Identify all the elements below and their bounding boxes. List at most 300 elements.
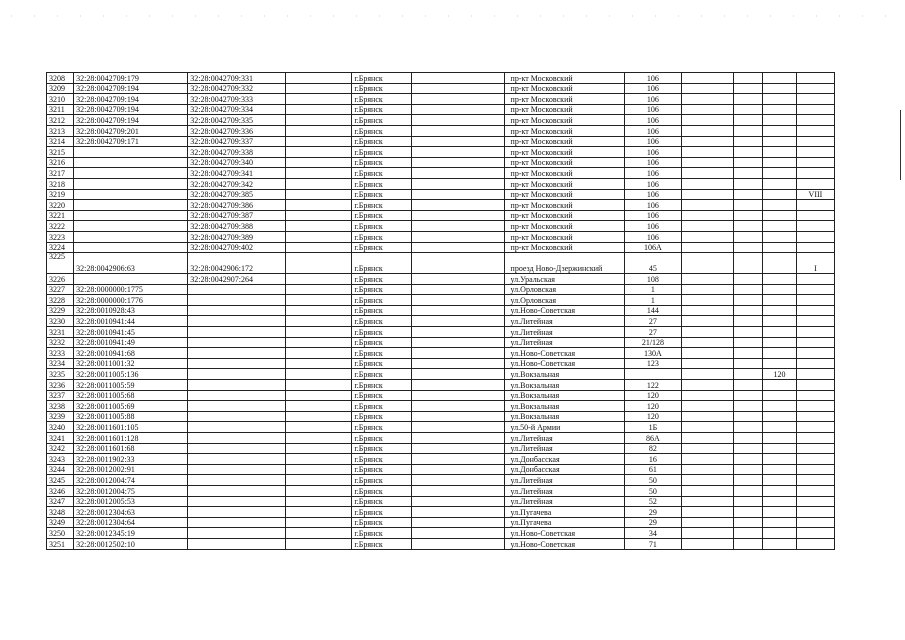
cell-room-number	[796, 517, 834, 528]
cell-street: ул.Донбасская	[504, 454, 625, 465]
cell-empty	[286, 433, 352, 444]
cell-row-number: 3230	[47, 316, 74, 327]
cell-empty	[681, 274, 733, 285]
cell-house-number: 27	[625, 327, 682, 338]
cell-object-cadastral-number	[188, 369, 286, 380]
cell-street: ул.Ново-Советская	[504, 538, 625, 549]
cell-empty	[681, 316, 733, 327]
cell-empty	[681, 528, 733, 539]
cell-empty	[412, 496, 504, 507]
cell-flat-number	[763, 274, 797, 285]
cell-row-number: 3231	[47, 327, 74, 338]
cell-flat-number	[763, 284, 797, 295]
cell-empty	[412, 104, 504, 115]
cell-city: г.Брянск	[352, 316, 412, 327]
cell-parcel-cadastral-number	[74, 274, 188, 285]
cell-street: ул.Пугачева	[504, 517, 625, 528]
table-row	[47, 401, 835, 412]
cell-empty	[681, 295, 733, 306]
cell-empty	[733, 348, 762, 359]
cell-parcel-cadastral-number	[74, 157, 188, 168]
cell-street: ул.Пугачева	[504, 507, 625, 518]
table-row	[47, 358, 835, 369]
cell-empty	[286, 517, 352, 528]
cell-room-number	[796, 104, 834, 115]
cell-row-number: 3236	[47, 380, 74, 391]
cell-row-number: 3241	[47, 433, 74, 444]
cell-city: г.Брянск	[352, 305, 412, 316]
table-row	[47, 411, 835, 422]
cell-parcel-cadastral-number: 32:28:0010941:45	[74, 327, 188, 338]
cell-room-number	[796, 337, 834, 348]
cell-house-number: 106	[625, 125, 682, 136]
cell-house-number: 106	[625, 231, 682, 242]
cell-city: г.Брянск	[352, 358, 412, 369]
cell-empty	[286, 157, 352, 168]
cell-flat-number	[763, 242, 797, 253]
cell-row-number: 3222	[47, 221, 74, 232]
cell-flat-number	[763, 358, 797, 369]
cell-street: пр-кт Московский	[504, 104, 625, 115]
table-row	[47, 295, 835, 306]
cell-city: г.Брянск	[352, 507, 412, 518]
cell-empty	[286, 464, 352, 475]
cell-empty	[286, 305, 352, 316]
cell-city: г.Брянск	[352, 433, 412, 444]
cell-row-number: 3220	[47, 200, 74, 211]
cell-empty	[412, 454, 504, 465]
cell-city: г.Брянск	[352, 528, 412, 539]
cell-empty	[733, 507, 762, 518]
table-row	[47, 210, 835, 221]
cell-flat-number	[763, 348, 797, 359]
cell-object-cadastral-number	[188, 507, 286, 518]
cell-object-cadastral-number	[188, 528, 286, 539]
cell-empty	[733, 94, 762, 105]
cell-street: ул.Вокзальная	[504, 390, 625, 401]
cell-object-cadastral-number	[188, 454, 286, 465]
cell-row-number: 3224	[47, 242, 74, 253]
cell-street: пр-кт Московский	[504, 94, 625, 105]
cell-street: ул.Вокзальная	[504, 401, 625, 412]
cell-parcel-cadastral-number	[74, 242, 188, 253]
cell-city: г.Брянск	[352, 210, 412, 221]
table-row	[47, 115, 835, 126]
cell-house-number: 106	[625, 83, 682, 94]
cell-empty	[286, 316, 352, 327]
cell-empty	[412, 200, 504, 211]
cell-parcel-cadastral-number: 32:28:0011005:69	[74, 401, 188, 412]
cell-empty	[681, 231, 733, 242]
cell-street: пр-кт Московский	[504, 136, 625, 147]
cell-parcel-cadastral-number: 32:28:0012304:64	[74, 517, 188, 528]
cell-object-cadastral-number	[188, 433, 286, 444]
cell-room-number	[796, 433, 834, 444]
cell-empty	[681, 221, 733, 232]
cell-flat-number	[763, 157, 797, 168]
cell-flat-number	[763, 73, 797, 84]
table-row	[47, 189, 835, 200]
cell-house-number: 106	[625, 178, 682, 189]
cell-empty	[286, 380, 352, 391]
cell-empty	[733, 168, 762, 179]
cell-street: ул.Литейная	[504, 496, 625, 507]
cell-empty	[286, 422, 352, 433]
cell-house-number: 106	[625, 168, 682, 179]
cell-empty	[733, 147, 762, 158]
cell-flat-number	[763, 496, 797, 507]
cell-empty	[286, 200, 352, 211]
table-row	[47, 517, 835, 528]
cell-empty	[681, 390, 733, 401]
cell-city: г.Брянск	[352, 475, 412, 486]
table-row	[47, 538, 835, 549]
cell-empty	[286, 507, 352, 518]
cell-empty	[286, 221, 352, 232]
cell-city: г.Брянск	[352, 231, 412, 242]
cell-empty	[733, 464, 762, 475]
cell-city: г.Брянск	[352, 189, 412, 200]
cell-row-number: 3209	[47, 83, 74, 94]
cell-empty	[412, 274, 504, 285]
table-row	[47, 485, 835, 496]
cell-empty	[286, 496, 352, 507]
cell-parcel-cadastral-number	[74, 189, 188, 200]
cell-object-cadastral-number: 32:28:0042709:389	[188, 231, 286, 242]
cell-empty	[733, 538, 762, 549]
cell-flat-number	[763, 433, 797, 444]
cell-city: г.Брянск	[352, 104, 412, 115]
cell-parcel-cadastral-number: 32:28:0042709:194	[74, 94, 188, 105]
cell-empty	[681, 475, 733, 486]
cell-object-cadastral-number	[188, 284, 286, 295]
cell-row-number: 3219	[47, 189, 74, 200]
cell-empty	[681, 83, 733, 94]
cell-parcel-cadastral-number: 32:28:0011005:88	[74, 411, 188, 422]
cell-empty	[412, 295, 504, 306]
cell-street: ул.Литейная	[504, 327, 625, 338]
cell-street: ул.Вокзальная	[504, 411, 625, 422]
table-row	[47, 475, 835, 486]
cell-room-number	[796, 464, 834, 475]
cell-flat-number	[763, 327, 797, 338]
cell-city: г.Брянск	[352, 200, 412, 211]
cell-object-cadastral-number	[188, 443, 286, 454]
cell-city: г.Брянск	[352, 221, 412, 232]
cell-object-cadastral-number: 32:28:0042709:387	[188, 210, 286, 221]
cell-flat-number	[763, 507, 797, 518]
cell-empty	[733, 115, 762, 126]
cell-empty	[681, 200, 733, 211]
cell-empty	[412, 517, 504, 528]
cell-row-number: 3233	[47, 348, 74, 359]
table-row	[47, 178, 835, 189]
cell-house-number: 130А	[625, 348, 682, 359]
cell-empty	[681, 253, 733, 274]
cell-room-number	[796, 305, 834, 316]
cell-row-number: 3225	[47, 253, 74, 274]
cell-empty	[733, 337, 762, 348]
cell-empty	[412, 284, 504, 295]
cell-empty	[412, 73, 504, 84]
cell-object-cadastral-number: 32:28:0042709:338	[188, 147, 286, 158]
cell-room-number	[796, 284, 834, 295]
cell-street: ул.Донбасская	[504, 464, 625, 475]
cell-empty	[286, 390, 352, 401]
cell-empty	[733, 496, 762, 507]
cell-empty	[681, 210, 733, 221]
cell-room-number	[796, 390, 834, 401]
cell-row-number: 3249	[47, 517, 74, 528]
cell-row-number: 3216	[47, 157, 74, 168]
cell-flat-number	[763, 189, 797, 200]
cell-street: пр-кт Московский	[504, 178, 625, 189]
cell-parcel-cadastral-number: 32:28:0010928:43	[74, 305, 188, 316]
cell-empty	[412, 136, 504, 147]
cell-room-number	[796, 422, 834, 433]
cell-empty	[733, 327, 762, 338]
table-row	[47, 380, 835, 391]
cell-parcel-cadastral-number: 32:28:0010941:44	[74, 316, 188, 327]
cell-object-cadastral-number: 32:28:0042709:335	[188, 115, 286, 126]
cell-street: пр-кт Московский	[504, 210, 625, 221]
cell-object-cadastral-number	[188, 538, 286, 549]
cell-flat-number	[763, 104, 797, 115]
cell-street: ул.Ново-Советская	[504, 358, 625, 369]
cell-empty	[286, 348, 352, 359]
cell-empty	[286, 369, 352, 380]
cell-empty	[733, 475, 762, 486]
cell-room-number	[796, 327, 834, 338]
cell-house-number: 106	[625, 157, 682, 168]
cell-empty	[681, 73, 733, 84]
cell-street: ул.Литейная	[504, 485, 625, 496]
cell-row-number: 3228	[47, 295, 74, 306]
cell-empty	[286, 189, 352, 200]
cell-row-number: 3221	[47, 210, 74, 221]
cell-empty	[412, 327, 504, 338]
cell-empty	[733, 200, 762, 211]
cell-house-number: 120	[625, 390, 682, 401]
cell-room-number	[796, 168, 834, 179]
cell-empty	[286, 327, 352, 338]
cell-empty	[681, 189, 733, 200]
cell-empty	[681, 496, 733, 507]
cell-object-cadastral-number: 32:28:0042709:386	[188, 200, 286, 211]
cell-flat-number	[763, 147, 797, 158]
cell-room-number	[796, 295, 834, 306]
table-row	[47, 221, 835, 232]
cell-empty	[681, 433, 733, 444]
cell-empty	[412, 115, 504, 126]
cell-object-cadastral-number	[188, 348, 286, 359]
cell-empty	[412, 390, 504, 401]
cell-empty	[412, 221, 504, 232]
cell-house-number: 45	[625, 253, 682, 274]
cell-city: г.Брянск	[352, 496, 412, 507]
cell-flat-number	[763, 231, 797, 242]
cell-room-number: VIII	[796, 189, 834, 200]
cell-flat-number	[763, 464, 797, 475]
cell-room-number	[796, 538, 834, 549]
cell-city: г.Брянск	[352, 157, 412, 168]
cell-empty	[681, 305, 733, 316]
cell-room-number	[796, 231, 834, 242]
cell-empty	[286, 274, 352, 285]
cell-room-number	[796, 528, 834, 539]
cell-object-cadastral-number: 32:28:0042709:342	[188, 178, 286, 189]
cell-object-cadastral-number	[188, 337, 286, 348]
cell-empty	[733, 253, 762, 274]
table-row	[47, 337, 835, 348]
cell-parcel-cadastral-number: 32:28:0011001:32	[74, 358, 188, 369]
cell-empty	[733, 284, 762, 295]
cell-flat-number	[763, 422, 797, 433]
cell-empty	[286, 178, 352, 189]
cell-object-cadastral-number: 32:28:0042709:341	[188, 168, 286, 179]
table-row	[47, 305, 835, 316]
cell-house-number: 82	[625, 443, 682, 454]
cell-room-number	[796, 475, 834, 486]
cell-empty	[286, 454, 352, 465]
cell-street: ул.Орловская	[504, 295, 625, 306]
cell-empty	[286, 485, 352, 496]
cell-object-cadastral-number	[188, 485, 286, 496]
cell-parcel-cadastral-number: 32:28:0042709:171	[74, 136, 188, 147]
cell-room-number	[796, 83, 834, 94]
cell-row-number: 3223	[47, 231, 74, 242]
cell-parcel-cadastral-number	[74, 178, 188, 189]
cell-room-number	[796, 94, 834, 105]
cell-house-number: 120	[625, 401, 682, 412]
cell-city: г.Брянск	[352, 422, 412, 433]
cell-empty	[286, 94, 352, 105]
cell-object-cadastral-number	[188, 496, 286, 507]
cell-object-cadastral-number	[188, 411, 286, 422]
cell-house-number: 120	[625, 411, 682, 422]
cell-empty	[733, 221, 762, 232]
table-row	[47, 507, 835, 518]
cell-city: г.Брянск	[352, 125, 412, 136]
cell-empty	[286, 115, 352, 126]
cell-street: ул.Орловская	[504, 284, 625, 295]
cell-empty	[286, 136, 352, 147]
cell-flat-number	[763, 390, 797, 401]
cell-empty	[412, 253, 504, 274]
cell-parcel-cadastral-number: 32:28:0011601:128	[74, 433, 188, 444]
cell-object-cadastral-number: 32:28:0042709:332	[188, 83, 286, 94]
cell-empty	[412, 485, 504, 496]
table-row	[47, 454, 835, 465]
cell-parcel-cadastral-number	[74, 210, 188, 221]
cell-house-number: 106	[625, 189, 682, 200]
cell-empty	[681, 507, 733, 518]
cell-empty	[412, 422, 504, 433]
cell-city: г.Брянск	[352, 369, 412, 380]
cell-parcel-cadastral-number: 32:28:0012502:10	[74, 538, 188, 549]
cell-empty	[733, 316, 762, 327]
cell-street: пр-кт Московский	[504, 125, 625, 136]
cell-empty	[733, 157, 762, 168]
cell-street: ул.Уральская	[504, 274, 625, 285]
cell-city: г.Брянск	[352, 115, 412, 126]
cell-empty	[681, 380, 733, 391]
cell-parcel-cadastral-number: 32:28:0012005:53	[74, 496, 188, 507]
cell-street: пр-кт Московский	[504, 231, 625, 242]
cell-flat-number	[763, 380, 797, 391]
cell-room-number	[796, 358, 834, 369]
scan-noise	[0, 14, 905, 18]
cell-parcel-cadastral-number: 32:28:0010941:68	[74, 348, 188, 359]
cell-empty	[733, 528, 762, 539]
cell-row-number: 3212	[47, 115, 74, 126]
cell-empty	[286, 83, 352, 94]
cell-parcel-cadastral-number	[74, 168, 188, 179]
cell-house-number: 1	[625, 295, 682, 306]
cell-room-number	[796, 178, 834, 189]
cell-row-number: 3214	[47, 136, 74, 147]
cell-house-number: 106	[625, 136, 682, 147]
cell-house-number: 34	[625, 528, 682, 539]
cell-city: г.Брянск	[352, 517, 412, 528]
cell-empty	[733, 390, 762, 401]
cell-empty	[681, 443, 733, 454]
cell-parcel-cadastral-number: 32:28:0011601:68	[74, 443, 188, 454]
cell-row-number: 3232	[47, 337, 74, 348]
cell-street: ул.Литейная	[504, 316, 625, 327]
cell-empty	[286, 295, 352, 306]
cell-object-cadastral-number	[188, 358, 286, 369]
cell-object-cadastral-number	[188, 305, 286, 316]
cell-row-number: 3227	[47, 284, 74, 295]
cell-empty	[681, 337, 733, 348]
cell-empty	[681, 94, 733, 105]
cell-flat-number	[763, 83, 797, 94]
cell-street: проезд Ново-Дзержинский	[504, 253, 625, 274]
cell-empty	[733, 305, 762, 316]
cell-object-cadastral-number: 32:28:0042709:336	[188, 125, 286, 136]
table-row	[47, 157, 835, 168]
cell-empty	[733, 380, 762, 391]
cell-empty	[286, 73, 352, 84]
cell-empty	[286, 242, 352, 253]
cell-empty	[681, 104, 733, 115]
table-row	[47, 316, 835, 327]
cell-empty	[286, 104, 352, 115]
cell-object-cadastral-number: 32:28:0042709:385	[188, 189, 286, 200]
cell-object-cadastral-number: 32:28:0042709:388	[188, 221, 286, 232]
cell-object-cadastral-number: 32:28:0042709:340	[188, 157, 286, 168]
cell-parcel-cadastral-number: 32:28:0000000:1776	[74, 295, 188, 306]
cell-empty	[412, 316, 504, 327]
cell-room-number	[796, 380, 834, 391]
table-row	[47, 104, 835, 115]
table-row	[47, 73, 835, 84]
cell-parcel-cadastral-number	[74, 200, 188, 211]
table-row	[47, 168, 835, 179]
cell-parcel-cadastral-number	[74, 221, 188, 232]
cell-object-cadastral-number	[188, 390, 286, 401]
cell-empty	[412, 94, 504, 105]
cell-empty	[733, 178, 762, 189]
cell-city: г.Брянск	[352, 485, 412, 496]
cell-city: г.Брянск	[352, 390, 412, 401]
cell-empty	[733, 274, 762, 285]
cell-house-number: 106	[625, 73, 682, 84]
table-row	[47, 390, 835, 401]
table-row	[47, 242, 835, 253]
cell-room-number	[796, 136, 834, 147]
